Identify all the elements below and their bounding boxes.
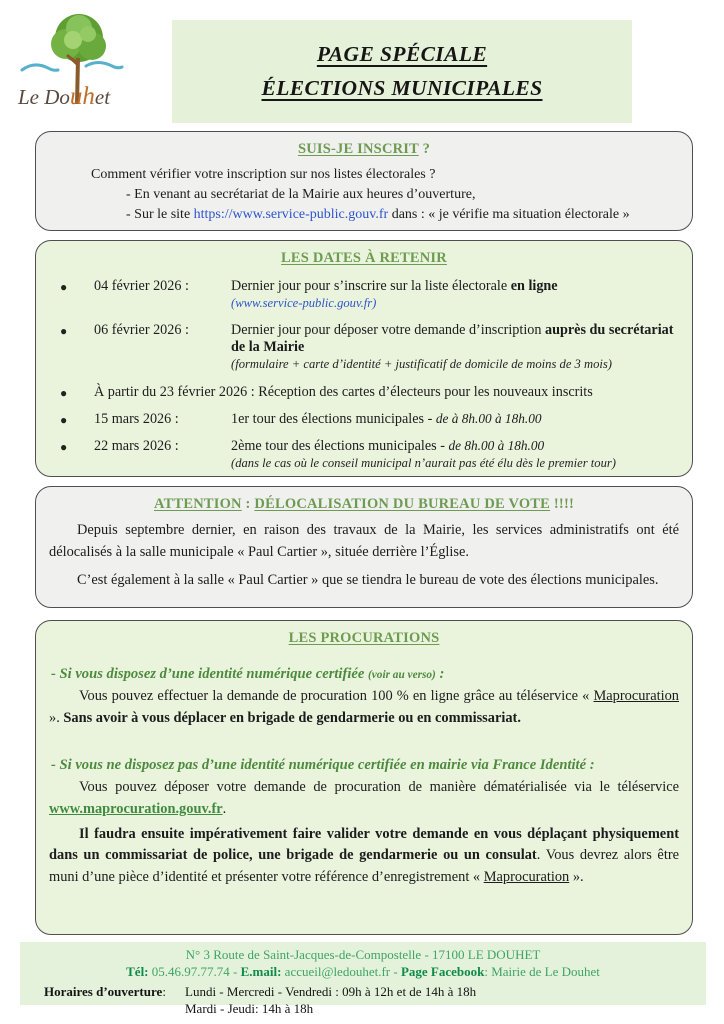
hours-line-2: Mardi - Jeudi: 14h à 18h bbox=[185, 1000, 314, 1016]
date-row-1-desc: Dernier jour pour s’inscrire sur la liste électorale en ligne (www.service-public.gouv.fr) bbox=[231, 278, 558, 310]
date-row-2 bbox=[36, 322, 692, 373]
date-row-4-desc: 1er tour des élections municipales - de à 8h.00 à 18h.00 bbox=[231, 411, 542, 427]
maprocuration-gouv-link[interactable]: www.maprocuration.gouv.fr bbox=[49, 800, 223, 817]
date-row-4 bbox=[36, 411, 692, 428]
footer-contact-band bbox=[20, 942, 706, 1016]
date-row-3 bbox=[36, 384, 692, 401]
page-title-line1: PAGE SPÉCIALE bbox=[316, 42, 488, 66]
bullet-icon: ● bbox=[60, 324, 68, 338]
date-row-1-date: 04 février 2026 : bbox=[94, 278, 189, 294]
bullet-icon: ● bbox=[60, 413, 68, 427]
attention-title: ATTENTION : DÉLOCALISATION DU BUREAU DE VOTE !!!! bbox=[153, 496, 575, 512]
service-public-link[interactable]: https://www.service-public.gouv.fr bbox=[193, 207, 389, 222]
date-row-5-desc: 2ème tour des élections municipales - de 8h.00 à 18h.00 (dans le cas où le conseil municipal n’aurait pas été élu dès le premier tour) bbox=[231, 438, 616, 470]
ledouhet-logo-graphic bbox=[16, 8, 128, 120]
date-row-3-desc: À partir du 23 février 2026 : Réception des cartes d’électeurs pour les nouveaux inscrits bbox=[94, 384, 593, 400]
bullet-icon: ● bbox=[60, 386, 68, 400]
maprocuration-link-2[interactable]: Maprocuration bbox=[483, 869, 570, 886]
inscrit-intro: Comment vérifier votre inscription sur nos listes électorales ? bbox=[91, 167, 436, 182]
procurations-paragraph-1: Vous pouvez effectuer la demande de procuration 100 % en ligne grâce au téléservice « Maprocuration ». Sans avoir à vous déplacer en brigade de gendarmerie ou en commissariat. bbox=[49, 688, 679, 726]
tel-label: Tél: bbox=[126, 963, 149, 979]
bullet-icon: ● bbox=[60, 280, 68, 294]
procurations-paragraph-2: Vous pouvez déposer votre demande de procuration de manière dématérialisée via le téléservice www.maprocuration.gouv.fr. bbox=[49, 778, 679, 817]
logo-text: Le Douhet bbox=[18, 83, 111, 110]
email-address: accueil@ledouhet.fr - bbox=[281, 963, 401, 979]
facebook-label: Page Facebook bbox=[400, 963, 485, 979]
procurations-title: LES PROCURATIONS bbox=[288, 630, 440, 646]
bullet-icon: ● bbox=[60, 440, 68, 454]
tree-foliage bbox=[51, 14, 106, 62]
attention-paragraph-1: Depuis septembre dernier, en raison des travaux de la Mairie, les services administratifs ont été délocalisés à la salle municipale « Paul Cartier », située derrière l’Église. bbox=[49, 522, 679, 560]
procurations-paragraph-3: Il faudra ensuite impérativement faire valider votre demande en vous déplaçant physiquement dans un commissariat de police, une brigade de gendarmerie ou un consulat. Vous devrez alors être muni d’une pièce d’identité et présenter votre référence d’enregistrement « Maprocuration ». bbox=[49, 825, 679, 886]
date-row-5-date: 22 mars 2026 : bbox=[94, 438, 179, 454]
email-label: E.mail: bbox=[240, 963, 282, 979]
dates-title: LES DATES À RETENIR bbox=[281, 250, 447, 266]
date-row-5 bbox=[36, 438, 692, 472]
maprocuration-link-1[interactable]: Maprocuration bbox=[593, 688, 679, 704]
section-suis-je-inscrit bbox=[35, 131, 693, 231]
page-title-line2: ÉLECTIONS MUNICIPALES bbox=[261, 76, 543, 100]
date-row-2-date: 06 février 2026 : bbox=[94, 322, 189, 338]
suis-je-inscrit-title: SUIS-JE INSCRIT ? bbox=[297, 141, 431, 157]
date-row-1 bbox=[36, 278, 692, 312]
footer-address: N° 3 Route de Saint-Jacques-de-Compostelle - 17100 LE DOUHET bbox=[185, 947, 541, 962]
procurations-heading-2: - Si vous ne disposez pas d’une identité numérique certifiée en mairie via France Identité : bbox=[51, 756, 595, 773]
footer-contact-line: Tél: 05.46.97.77.74 - E.mail: accueil@ledouhet.fr - Page Facebook: Mairie de Le Douhet bbox=[126, 963, 600, 979]
hours-line-1: Lundi - Mercredi - Vendredi : 09h à 12h et de 14h à 18h bbox=[185, 983, 477, 999]
river-waves-icon bbox=[22, 63, 122, 71]
inscrit-item-1: - En venant au secrétariat de la Mairie aux heures d’ouverture, bbox=[126, 187, 476, 202]
inscrit-item-2: - Sur le site https://www.service-public.gouv.fr dans : « je vérifie ma situation électorale » bbox=[126, 207, 630, 222]
ledouhet-logo bbox=[16, 8, 128, 120]
page-title-banner bbox=[172, 20, 632, 123]
section-dates-a-retenir bbox=[35, 240, 693, 477]
attention-paragraph-2: C’est également à la salle « Paul Cartier » que se tiendra le bureau de vote des élections municipales. bbox=[77, 572, 659, 589]
hours-values bbox=[185, 984, 476, 1018]
date-row-2-desc: Dernier jour pour déposer votre demande d’inscription auprès du secrétariat de la Mairie (formulaire + carte d’identité + justificatif de domicile de moins de 3 mois) bbox=[231, 322, 674, 371]
facebook-page-name: : Mairie de Le Douhet bbox=[484, 963, 600, 979]
footer-opening-hours bbox=[20, 984, 706, 1018]
procurations-heading-1: - Si vous disposez d’une identité numérique certifiée (voir au verso) : bbox=[51, 666, 445, 682]
date-row-4-date: 15 mars 2026 : bbox=[94, 411, 179, 427]
service-public-note-link[interactable]: (www.service-public.gouv.fr) bbox=[231, 296, 377, 310]
hours-label: Horaires d’ouverture: bbox=[44, 983, 166, 999]
section-attention-bureau-vote bbox=[35, 486, 693, 608]
section-procurations bbox=[35, 620, 693, 935]
